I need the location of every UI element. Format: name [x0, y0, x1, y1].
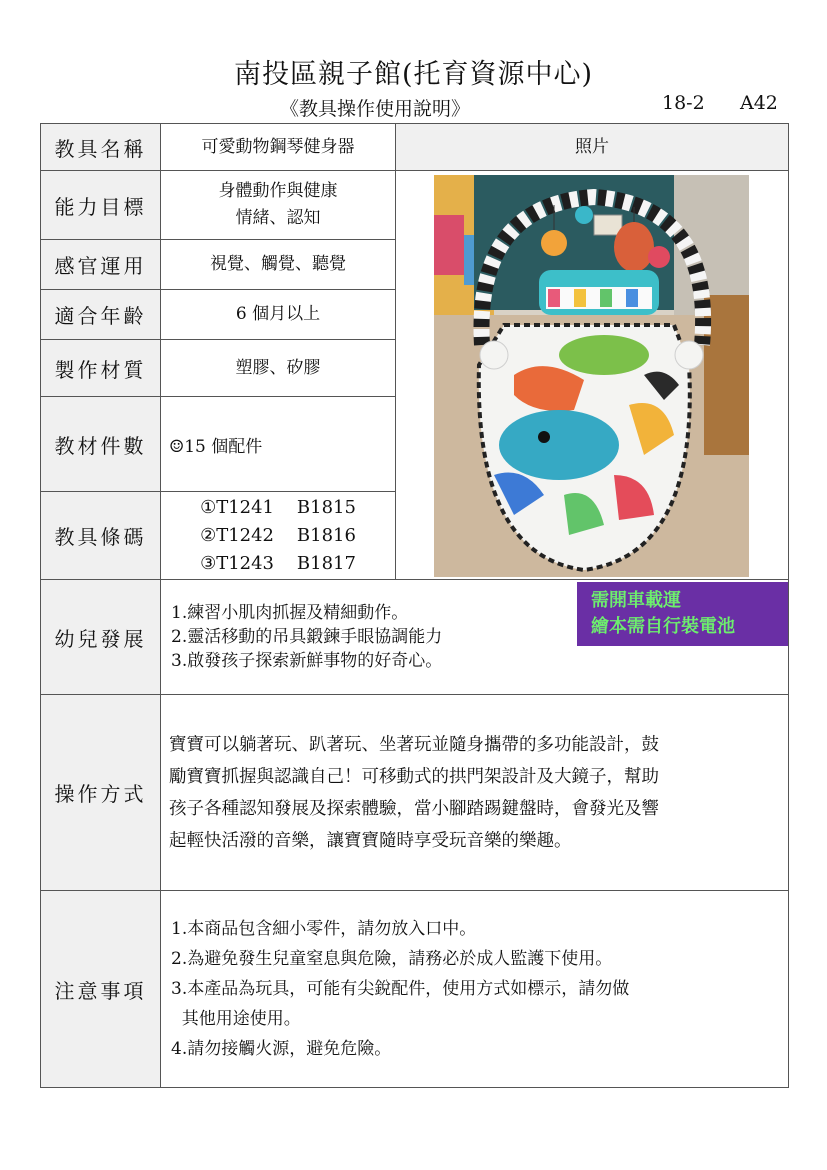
ability-line-2: 情緒、認知	[235, 208, 321, 228]
notes-item-4: 其他用途使用。	[171, 1009, 301, 1029]
sense-value: 視覺、觸覺、聽覺	[160, 239, 396, 290]
barcode-label: 教具條碼	[40, 491, 161, 580]
notes-item-5: 4.請勿接觸火源，避免危險。	[171, 1039, 392, 1059]
barcode-value	[160, 491, 396, 580]
ability-label: 能力目標	[40, 170, 161, 240]
product-photo-illustration	[434, 175, 749, 577]
notice-box	[577, 582, 788, 646]
development-label: 幼兒發展	[40, 579, 161, 695]
name-label: 教具名稱	[40, 123, 161, 171]
material-value: 塑膠、矽膠	[160, 339, 396, 397]
notice-line-2: 繪本需自行裝電池	[591, 616, 735, 637]
notes-item-3: 3.本產品為玩具，可能有尖銳配件，使用方式如標示，請勿做	[171, 979, 630, 999]
ability-line-1: 身體動作與健康	[218, 181, 338, 201]
notes-label: 注意事項	[40, 890, 161, 1088]
barcode-line-3: ③T1243 B1817	[200, 552, 356, 574]
product-photo	[434, 175, 749, 577]
operation-line-1: 寶寶可以躺著玩、趴著玩、坐著玩並隨身攜帶的多功能設計，鼓	[169, 734, 659, 755]
operation-line-2: 勵寶寶抓握與認識自己！可移動式的拱門架設計及大鏡子，幫助	[169, 766, 659, 787]
barcode-line-1: ①T1241 B1815	[200, 496, 356, 518]
operation-line-4: 起輕快活潑的音樂，讓寶寶隨時享受玩音樂的樂趣。	[169, 830, 572, 851]
document-code-id: A42	[740, 92, 778, 114]
document-subtitle: 《教具操作使用說明》	[280, 98, 471, 120]
operation-value	[160, 694, 789, 891]
notes-item-1: 1.本商品包含細小零件，請勿放入口中。	[171, 919, 477, 939]
ability-value	[160, 170, 396, 240]
age-label: 適合年齡	[40, 289, 161, 340]
development-item-1: 1.練習小肌肉抓握及精細動作。	[171, 603, 409, 623]
name-value: 可愛動物鋼琴健身器	[160, 123, 396, 171]
operation-line-3: 孩子各種認知發展及探索體驗，當小腳踏踢鍵盤時，會發光及響	[169, 798, 659, 819]
sense-label: 感官運用	[40, 239, 161, 290]
age-value: 6 個月以上	[160, 289, 396, 340]
operation-label: 操作方式	[40, 694, 161, 891]
development-item-3: 3.啟發孩子探索新鮮事物的好奇心。	[171, 651, 443, 671]
notes-value	[160, 890, 789, 1088]
development-item-2: 2.靈活移動的吊具鍛鍊手眼協調能力	[171, 627, 443, 647]
count-label: 教材件數	[40, 396, 161, 492]
document-title: 南投區親子館(托育資源中心)	[233, 59, 594, 90]
material-label: 製作材質	[40, 339, 161, 397]
document-code: 18-2	[662, 92, 705, 114]
photo-label: 照片	[395, 123, 789, 171]
barcode-line-2: ②T1242 B1816	[200, 524, 356, 546]
count-value: ☺15 個配件	[160, 396, 396, 492]
notice-line-1: 需開車載運	[591, 590, 681, 611]
notes-item-2: 2.為避免發生兒童窒息與危險，請務必於成人監護下使用。	[171, 949, 613, 969]
